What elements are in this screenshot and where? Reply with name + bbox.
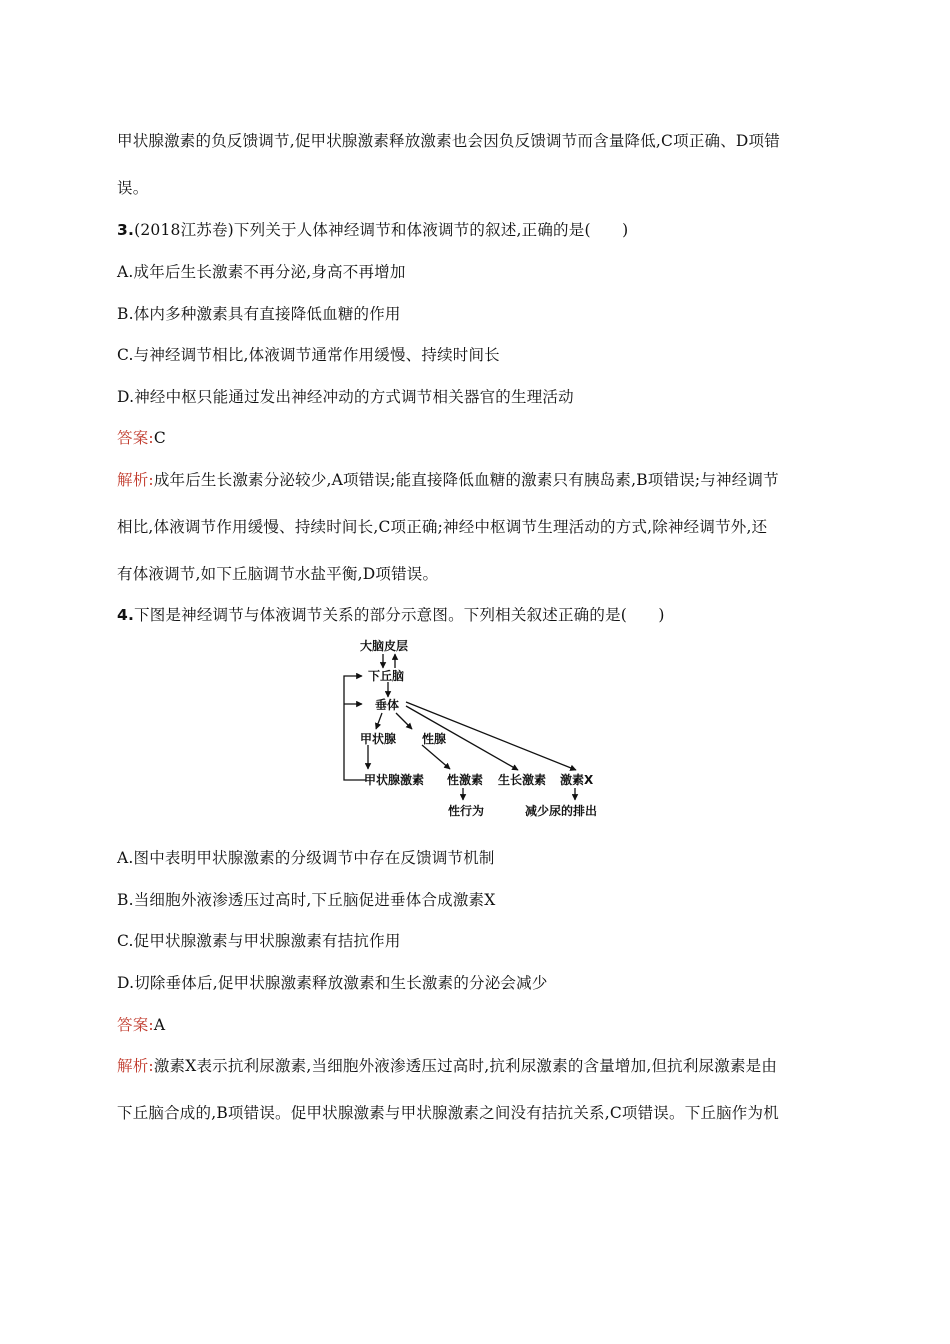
q3-answer-label: 答案:: [117, 429, 154, 447]
node-sex-behavior: 性行为: [448, 804, 485, 818]
q4-analysis-line-1: [117, 1056, 777, 1076]
q4-analysis-text-1: 激素X表示抗利尿激素,当细胞外液渗透压过高时,抗利尿激素的含量增加,但抗利尿激素是由: [153, 1057, 778, 1075]
q3-analysis-line-2: 相比,体液调节作用缓慢、持续时间长,C项正确;神经中枢调节生理活动的方式,除神经调节外,还: [117, 518, 768, 536]
q3-answer-value: C: [153, 429, 166, 447]
q3-analysis-line-1: [117, 470, 779, 490]
q4-stem-text: 下图是神经调节与体液调节关系的部分示意图。下列相关叙述正确的是( ): [134, 606, 665, 624]
node-hypothalamus: 下丘脑: [368, 669, 405, 683]
q4-option-b: B.当细胞外液渗透压过高时,下丘脑促进垂体合成激素X: [117, 891, 496, 909]
node-thyroid-hormone: 甲状腺激素: [364, 773, 425, 787]
q3-stem: [117, 220, 628, 240]
node-hormone-x: 激素X: [560, 773, 594, 787]
q3-option-d: D.神经中枢只能通过发出神经冲动的方式调节相关器官的生理活动: [117, 388, 574, 406]
q4-analysis-line-2: 下丘脑合成的,B项错误。促甲状腺激素与甲状腺激素之间没有拮抗关系,C项错误。下丘脑作为机: [117, 1104, 779, 1122]
q3-option-c: C.与神经调节相比,体液调节通常作用缓慢、持续时间长: [117, 346, 500, 364]
q3-analysis-label: 解析:: [117, 471, 154, 489]
q3-answer: [117, 428, 166, 448]
q4-option-c: C.促甲状腺激素与甲状腺激素有拮抗作用: [117, 932, 401, 950]
node-cortex: 大脑皮层: [360, 639, 409, 653]
prev-analysis-line-1: 甲状腺激素的负反馈调节,促甲状腺激素释放激素也会因负反馈调节而含量降低,C项正确、D项错: [117, 132, 780, 150]
node-less-urine: 减少尿的排出: [525, 804, 598, 818]
node-pituitary: 垂体: [375, 698, 400, 712]
q4-analysis-label: 解析:: [117, 1057, 154, 1075]
node-sex-hormone: 性激素: [447, 773, 484, 787]
regulation-diagram: [330, 633, 630, 823]
q4-answer-label: 答案:: [117, 1016, 154, 1034]
q3-analysis-text-1: 成年后生长激素分泌较少,A项错误;能直接降低血糖的激素只有胰岛素,B项错误;与神经调节: [153, 471, 779, 489]
q4-answer-value: A: [153, 1016, 166, 1034]
node-growth-hormone: 生长激素: [498, 773, 547, 787]
q4-option-a: A.图中表明甲状腺激素的分级调节中存在反馈调节机制: [117, 849, 495, 867]
q3-stem-text: (2018江苏卷)下列关于人体神经调节和体液调节的叙述,正确的是( ): [134, 221, 629, 239]
q4-stem: [117, 605, 665, 625]
q3-option-b: B.体内多种激素具有直接降低血糖的作用: [117, 305, 401, 323]
node-thyroid: 甲状腺: [360, 732, 397, 746]
q4-option-d: D.切除垂体后,促甲状腺激素释放激素和生长激素的分泌会减少: [117, 974, 548, 992]
q3-option-a: A.成年后生长激素不再分泌,身高不再增加: [117, 263, 406, 281]
q4-answer: [117, 1015, 165, 1035]
q3-number: 3.: [117, 221, 135, 239]
q4-number: 4.: [117, 606, 135, 624]
q3-analysis-line-3: 有体液调节,如下丘脑调节水盐平衡,D项错误。: [117, 565, 439, 583]
node-gonad: 性腺: [422, 732, 447, 746]
prev-analysis-line-2: 误。: [117, 179, 149, 197]
